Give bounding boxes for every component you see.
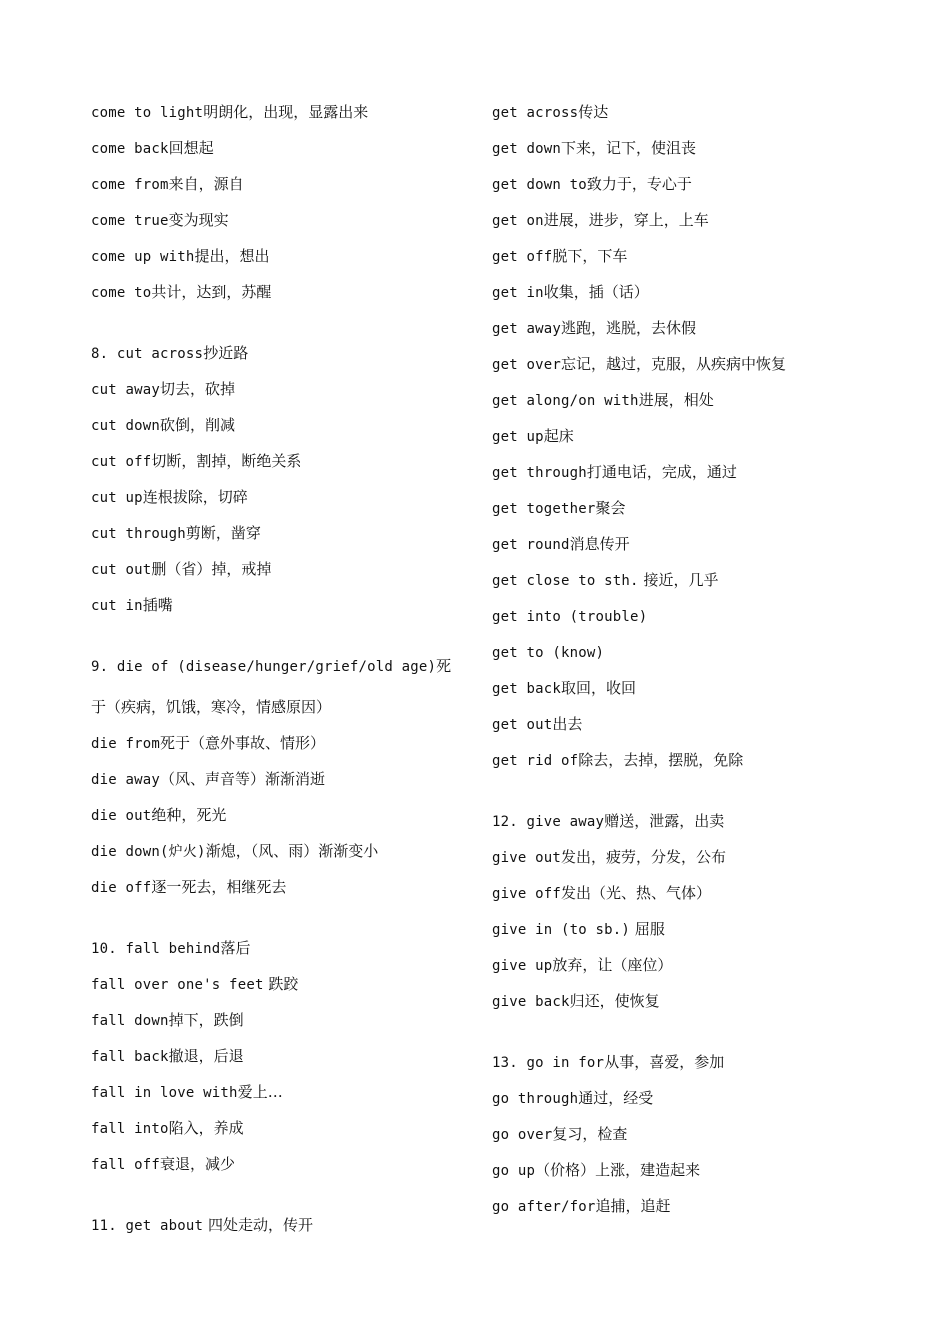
phrase-english: get close to sth. <box>492 573 639 589</box>
phrase-meaning: （风、声音等）渐渐消逝 <box>160 770 326 788</box>
phrase-meaning: 死 <box>436 657 452 675</box>
phrase-english: come true <box>91 213 169 229</box>
phrase-meaning: 聚会 <box>595 499 626 517</box>
phrase-meaning: 掉下，跌倒 <box>168 1011 244 1029</box>
phrase-english: cut in <box>91 598 143 614</box>
phrase-meaning: 取回，收回 <box>561 679 637 697</box>
phrase-meaning: 进展，相处 <box>638 391 714 409</box>
phrase-entry <box>492 843 912 879</box>
phrase-meaning: 跌跤 <box>263 975 299 993</box>
phrase-meaning: 落后 <box>220 939 251 957</box>
phrase-english: get off <box>492 249 553 265</box>
phrase-entry <box>492 674 912 710</box>
phrase-english: 12. give away <box>492 814 605 830</box>
phrase-meaning: 逃跑，逃脱，去休假 <box>561 319 697 337</box>
phrase-meaning: 归还，使恢复 <box>569 992 660 1010</box>
phrase-entry <box>91 483 471 519</box>
phrase-entry <box>91 837 471 873</box>
phrase-english: get back <box>492 681 562 697</box>
phrase-entry <box>91 278 471 314</box>
phrase-entry <box>91 375 471 411</box>
phrase-meaning: 砍倒，削减 <box>160 416 236 434</box>
phrase-meaning: 渐熄，（风、雨）渐渐变小 <box>205 842 379 860</box>
phrase-entry <box>91 98 471 134</box>
phrase-entry <box>492 915 912 951</box>
phrase-english: get out <box>492 717 553 733</box>
phrase-entry <box>492 278 912 314</box>
phrase-english: get through <box>492 465 587 481</box>
phrase-entry <box>91 1006 471 1042</box>
phrase-entry <box>492 710 912 746</box>
phrase-meaning: 于（疾病，饥饿，寒冷，情感原因） <box>91 698 332 716</box>
phrase-entry <box>492 314 912 350</box>
phrase-meaning: 绝种，死光 <box>151 806 227 824</box>
phrase-meaning: 进展，进步，穿上，上车 <box>543 211 709 229</box>
phrase-entry <box>91 1078 471 1114</box>
phrase-english: fall in love with <box>91 1085 238 1101</box>
phrase-entry <box>492 494 912 530</box>
phrase-meaning: 明朗化，出现，显露出来 <box>203 103 369 121</box>
phrase-entry <box>492 386 912 422</box>
phrase-english: go through <box>492 1091 579 1107</box>
section-gap <box>91 909 471 934</box>
phrase-entry <box>492 807 912 843</box>
phrase-english: go up <box>492 1163 536 1179</box>
phrase-english: give off <box>492 886 562 902</box>
phrase-english: get round <box>492 537 570 553</box>
phrase-entry <box>91 591 471 627</box>
phrase-meaning: 插嘴 <box>142 596 173 614</box>
section-gap <box>91 314 471 339</box>
phrase-entry <box>492 458 912 494</box>
phrase-english: get across <box>492 105 579 121</box>
phrase-entry <box>91 411 471 447</box>
section-gap <box>91 627 471 652</box>
phrase-entry <box>91 206 471 242</box>
phrase-entry <box>492 1120 912 1156</box>
phrase-english: cut off <box>91 454 152 470</box>
phrase-english: 10. fall behind <box>91 941 221 957</box>
phrase-english: get rid of <box>492 753 579 769</box>
phrase-english: get away <box>492 321 562 337</box>
left-column <box>91 98 471 1247</box>
phrase-meaning: 发出（光、热、气体） <box>561 884 712 902</box>
phrase-english: die away <box>91 772 161 788</box>
phrase-english: fall over one's feet <box>91 977 264 993</box>
phrase-english: get on <box>492 213 544 229</box>
phrase-entry <box>91 134 471 170</box>
phrase-english: die off <box>91 880 152 896</box>
phrase-meaning: 下来，记下，使沮丧 <box>561 139 697 157</box>
phrase-english: go after/for <box>492 1199 596 1215</box>
phrase-entry <box>91 242 471 278</box>
phrase-english: come up with <box>91 249 195 265</box>
phrase-english: get to (know) <box>492 645 605 661</box>
phrase-entry <box>492 242 912 278</box>
phrase-entry <box>91 1150 471 1186</box>
phrase-english: fall off <box>91 1157 161 1173</box>
phrase-english: come back <box>91 141 169 157</box>
phrase-entry <box>492 1192 912 1228</box>
phrase-english: die from <box>91 736 161 752</box>
phrase-english: get down <box>492 141 562 157</box>
phrase-english: give up <box>492 958 553 974</box>
phrase-meaning: 变为现实 <box>168 211 229 229</box>
phrase-meaning: 逐一死去，相继死去 <box>151 878 287 896</box>
phrase-meaning: 切断，割掉，断绝关系 <box>151 452 302 470</box>
phrase-meaning: 打通电话，完成，通过 <box>586 463 737 481</box>
phrase-english: come to light <box>91 105 204 121</box>
phrase-english: go over <box>492 1127 553 1143</box>
phrase-entry <box>91 801 471 837</box>
phrase-meaning: 致力于，专心于 <box>586 175 692 193</box>
phrase-entry <box>91 934 471 970</box>
phrase-english: give back <box>492 994 570 1010</box>
phrase-english: 9. die of (disease/hunger/grief/old age) <box>91 659 437 675</box>
phrase-english: fall back <box>91 1049 169 1065</box>
phrase-meaning: 共计，达到，苏醒 <box>151 283 272 301</box>
phrase-english: 13. go in for <box>492 1055 605 1071</box>
phrase-meaning: 提出，想出 <box>194 247 270 265</box>
phrase-entry <box>492 638 912 674</box>
phrase-entry <box>492 170 912 206</box>
phrase-meaning: 屈服 <box>630 920 665 938</box>
phrase-entry <box>492 422 912 458</box>
section-gap <box>492 1023 912 1048</box>
section-gap <box>492 782 912 807</box>
phrase-entry <box>91 1211 471 1247</box>
phrase-entry <box>492 1084 912 1120</box>
phrase-entry <box>91 170 471 206</box>
phrase-meaning: 死于（意外事故、情形） <box>160 734 326 752</box>
phrase-meaning: 放弃，让（座位） <box>552 956 673 974</box>
phrase-entry <box>492 350 912 386</box>
phrase-meaning: 撤退，后退 <box>168 1047 244 1065</box>
phrase-entry <box>91 652 471 693</box>
phrase-english: fall down <box>91 1013 169 1029</box>
phrase-meaning: 发出，疲劳，分发，公布 <box>561 848 727 866</box>
phrase-entry <box>91 1114 471 1150</box>
phrase-meaning: 出去 <box>552 715 583 733</box>
phrase-english: get up <box>492 429 544 445</box>
phrase-entry <box>91 1042 471 1078</box>
phrase-entry <box>492 1156 912 1192</box>
phrase-meaning: 爱上… <box>237 1083 283 1101</box>
phrase-entry <box>492 1048 912 1084</box>
phrase-english: get together <box>492 501 596 517</box>
phrase-meaning: 起床 <box>543 427 574 445</box>
phrase-entry <box>492 951 912 987</box>
phrase-entry <box>492 134 912 170</box>
phrase-meaning: 传达 <box>578 103 609 121</box>
phrase-meaning: 通过，经受 <box>578 1089 654 1107</box>
phrase-english: die out <box>91 808 152 824</box>
phrase-english: 11. get about <box>91 1218 204 1234</box>
phrase-meaning: 切去，砍掉 <box>160 380 236 398</box>
phrase-english: cut down <box>91 418 161 434</box>
phrase-entry <box>91 765 471 801</box>
phrase-entry <box>91 873 471 909</box>
phrase-entry <box>91 339 471 375</box>
phrase-english: cut away <box>91 382 161 398</box>
phrase-meaning: 脱下，下车 <box>552 247 628 265</box>
phrase-english: get into (trouble) <box>492 609 648 625</box>
phrase-meaning: 复习，检查 <box>552 1125 628 1143</box>
phrase-english: die down(炉火) <box>91 844 206 860</box>
phrase-meaning: 剪断，凿穿 <box>185 524 261 542</box>
phrase-meaning: 赠送，泄露，出卖 <box>604 812 725 830</box>
phrase-meaning: 接近，几乎 <box>638 571 719 589</box>
phrase-entry <box>91 555 471 591</box>
phrase-entry <box>492 206 912 242</box>
phrase-entry <box>492 987 912 1023</box>
phrase-meaning: 收集，插（话） <box>543 283 649 301</box>
phrase-entry <box>492 602 912 638</box>
phrase-entry <box>91 519 471 555</box>
phrase-meaning: 回想起 <box>168 139 214 157</box>
phrase-english: fall into <box>91 1121 169 1137</box>
phrase-entry <box>91 693 471 729</box>
phrase-english: get over <box>492 357 562 373</box>
phrase-meaning: 删（省）掉，戒掉 <box>151 560 272 578</box>
phrase-english: 8. cut across <box>91 346 204 362</box>
phrase-english: get in <box>492 285 544 301</box>
phrase-meaning: 除去，去掉，摆脱，免除 <box>578 751 744 769</box>
phrase-english: give out <box>492 850 562 866</box>
section-gap <box>91 1186 471 1211</box>
phrase-meaning: 抄近路 <box>203 344 249 362</box>
phrase-entry <box>492 746 912 782</box>
phrase-meaning: （价格）上涨，建造起来 <box>535 1161 701 1179</box>
right-column <box>492 98 912 1228</box>
phrase-english: get down to <box>492 177 587 193</box>
phrase-entry <box>492 530 912 566</box>
phrase-entry <box>492 566 912 602</box>
phrase-meaning: 追捕，追赶 <box>595 1197 671 1215</box>
phrase-meaning: 消息传开 <box>569 535 630 553</box>
phrase-meaning: 忘记，越过，克服，从疾病中恢复 <box>561 355 787 373</box>
phrase-meaning: 来自，源自 <box>168 175 244 193</box>
phrase-english: give in (to sb.) <box>492 922 631 938</box>
phrase-meaning: 连根拔除，切碎 <box>142 488 248 506</box>
phrase-english: come from <box>91 177 169 193</box>
phrase-english: cut up <box>91 490 143 506</box>
phrase-entry <box>492 98 912 134</box>
phrase-english: get along/on with <box>492 393 639 409</box>
phrase-entry <box>492 879 912 915</box>
phrase-english: cut out <box>91 562 152 578</box>
phrase-entry <box>91 729 471 765</box>
phrase-entry <box>91 447 471 483</box>
phrase-english: come to <box>91 285 152 301</box>
phrase-meaning: 从事，喜爱，参加 <box>604 1053 725 1071</box>
phrase-meaning: 陷入，养成 <box>168 1119 244 1137</box>
phrase-meaning: 衰退，减少 <box>160 1155 236 1173</box>
phrase-meaning: 四处走动，传开 <box>203 1216 313 1234</box>
phrase-entry <box>91 970 471 1006</box>
phrase-english: cut through <box>91 526 186 542</box>
